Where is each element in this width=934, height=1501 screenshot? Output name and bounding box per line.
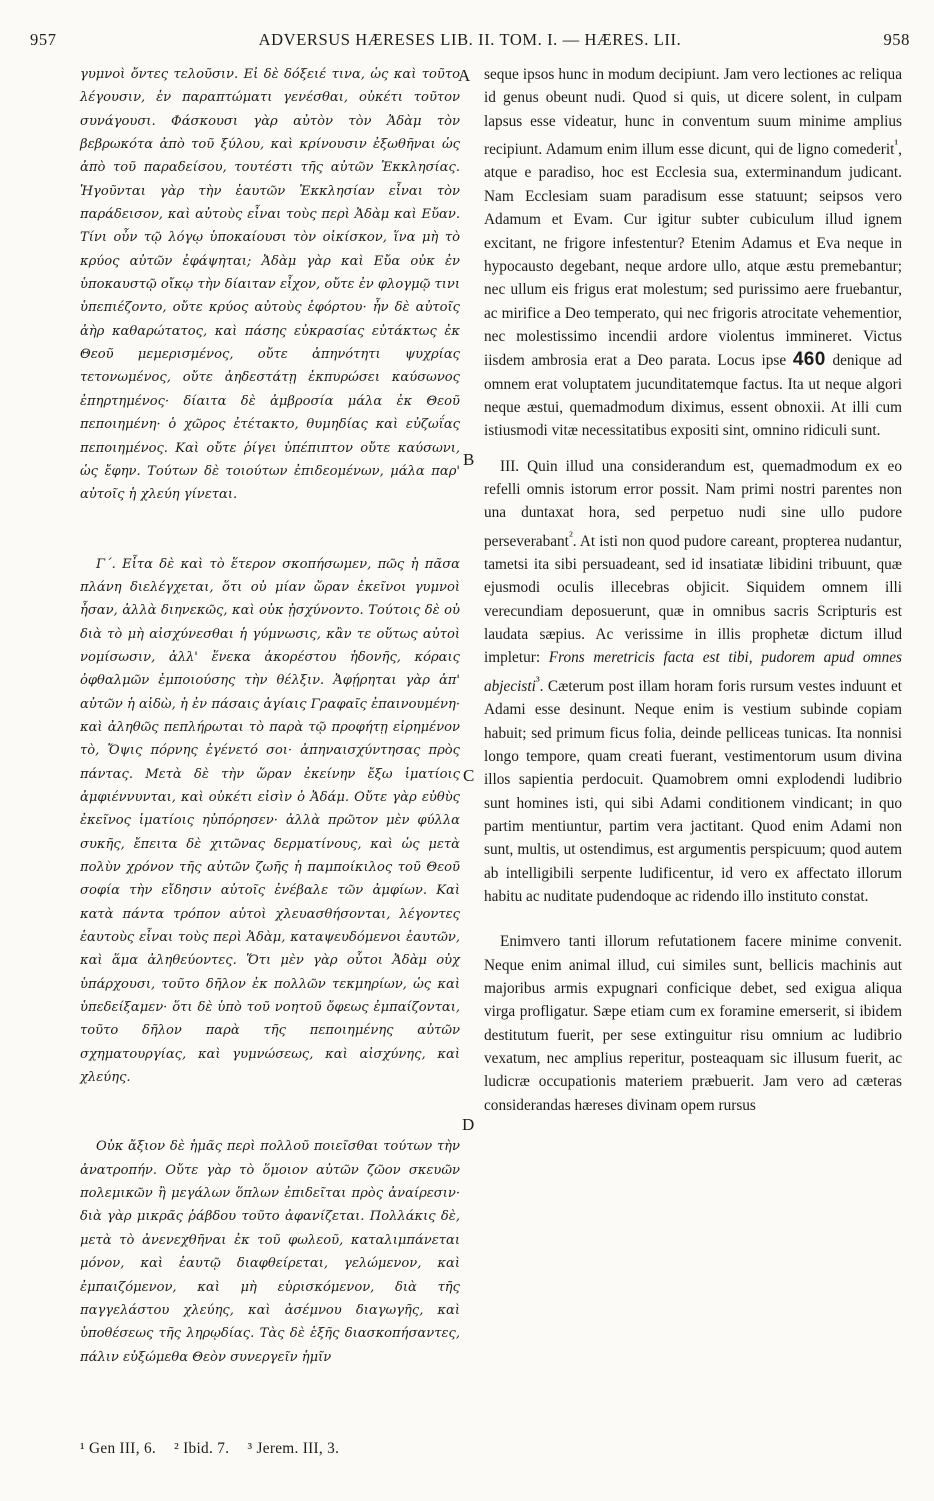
- latin-paragraph-1-text: seque ipsos hunc in modum decipiunt. Jam vero lectiones ac reliqua id genus obeunt nudi. Quod si quis, ut dicere solent, in culpam lapsus esse videatur, hunc in conventum suum minime amplius recipiunt. Adamum enim illum esse dicunt, qui de ligno comederit: [484, 66, 902, 159]
- latin-column: [484, 63, 902, 1117]
- latin-paragraph-1-cont: , atque e paradiso, hoc est Ecclesia sua, exterminandum judicant. Nam Ecclesiam suam paradisum esse statuunt; seipsos vero Adamum et Evam. Cur igitur subter cubiculum illud ignem excitant, ne frigore infestentur? Etenim Adamus et Eva neque in hypocausto degebant, neque ardore ullo, atque æstu premebantur; nec ullum eis frigus erat molestum; sed purissimo aere fruebantur, ac mirifice a Deo temperato, qui nec frigoris atrocitate vehementior, nec molestissimo incendii ardore violentus immineret. Victus iisdem ambrosia erat a Deo parata. Locus ipse: [484, 141, 902, 370]
- greek-paragraph-1: γυμνοὶ ὄντες τελοῦσιν. Εἰ δὲ δόξειέ τινα, ὡς καὶ τοῦτο λέγουσιν, ἐν παραπτώματι γενέσθαι, οὐκέτι τοῦτον συνάγουσι. Φάσκουσι γὰρ αὐτὸν τὸν Ἀδὰμ τὸν βεβρωκότα ἀπὸ τοῦ ξύλου, καὶ κρίνουσιν ἐξωθῆναι ὡς ἀπὸ τοῦ παραδείσου, τουτέστι τῆς αὐτῶν Ἐκκλησίας. Ἡγοῦνται γὰρ τὴν ἑαυτῶν Ἐκκλησίαν εἶναι τὸν παράδεισον, καὶ αὐτοὺς εἶναι τοὺς περὶ Ἀδὰμ καὶ Εὔαν. Τίνι οὖν τῷ λόγῳ ὑποκαίουσι τὸν οἰκίσκον, ἵνα μὴ τὸ κρύος αὐτῶν ἐφάψηται; Ἀδὰμ γὰρ καὶ Εὔα οὐκ ἐν ὑποκαυστῷ οἴκῳ τὴν δίαιταν εἶχον, οὔτε ἐν φλογμῷ τινι ὑπεπιέζοντο, οὔτε κρύος αὐτοὺς ἐφόρτου· ἦν δὲ αὐτοῖς ἀὴρ καθαρώτατος, καὶ πάσης εὐκρασίας εὐτάκτως ἐκ Θεοῦ μεμερισμένος, οὔτε ἀπηνότητι ψυχρίας τετονωμένος, οὔτε ἀηδεστάτῃ ἐκπυρώσει καύσωνος ἐπηρτημένος· δίαιτα δὲ ἀμβροσία μάλα ἐκ Θεοῦ πεποιημένη· ὁ χῶρος ἐτέτακτο, θυμηδίας καὶ εὐζωΐας πεποιημένος. Καὶ οὔτε ῥίγει ὑπέπιπτον οὔτε καύσωνι, ὡς ἔφην. Τούτων δὲ τοιούτων ἐπιδεομένων, μάλα παρ' αὐτοῖς ἡ χλεύη γίνεται.: [80, 67, 460, 503]
- footnote-ref-1: ¹: [894, 137, 899, 152]
- margin-marker-b: B: [463, 450, 475, 469]
- latin-paragraph-1: [484, 63, 902, 443]
- footnote-1: ¹ Gen III, 6.: [80, 1440, 157, 1457]
- column-number: 460: [792, 349, 826, 371]
- greek-paragraph-2-text: Γ΄. Εἶτα δὲ καὶ τὸ ἕτερον σκοπήσωμεν, πῶς ἡ πᾶσα πλάνη διελέγχεται, ὅτι οὐ μίαν ὥραν ἐκεῖνοι γυμνοὶ ἦσαν, ἀλλὰ διηνεκῶς, καὶ οὐκ ᾐσχύνοντο. Τούτοις δὲ οὐ διὰ τὸ μὴ αἰσχύνεσθαι ἡ γύμνωσις, κἂν τε οὕτως αὐτοὶ νομίσωσιν, ἀλλ' ἕνεκα ἀκορέστου ἡδονῆς, κόραις ὀφθαλμῶν ἐμποιούσης τὴν θέλξιν. Ἀφῄρηται γὰρ ἀπ' αὐτῶν ἡ αἰδὼ, ἡ ἐν πάσαις ἁγίαις Γραφαῖς ἐπαινουμένη· καὶ ἀληθῶς πεπλήρωται τὸ παρὰ τῷ προφήτῃ εἰρημένον τὸ,: [80, 556, 460, 759]
- footnote-3: ³ Jerem. III, 3.: [247, 1440, 340, 1457]
- footnote-ref-2: ²: [568, 528, 573, 543]
- greek-column: [80, 63, 460, 1369]
- footnotes: [80, 1440, 580, 1458]
- greek-paragraph-3: Οὐκ ἄξιον δὲ ἡμᾶς περὶ πολλοῦ ποιεῖσθαι τούτων τὴν ἀνατροπήν. Οὔτε γὰρ τὸ ὅμοιον αὐτῶν ζῶον σκευῶν πολεμικῶν ἢ μεγάλων ὅπλων ἐπιδεῖται πρὸς ἀναίρεσιν· διὰ γὰρ μικρᾶς ῥάβδου τοῦτο ἀφανίζεται. Πολλάκις δὲ, μετὰ τὸ ἀνενεχθῆναι ἐκ τοῦ φωλεοῦ, καταλιμπάνεται μόνον, καὶ ἑαυτῷ διαφθείρεται, γελώμενον, καὶ ἐμπαιζόμενον, καὶ μὴ εὑρισκόμενον, διὰ τῆς παγγελάστου χλεύης, καὶ ἀσέμνου διαγωγῆς, καὶ ὑποθέσεως τῆς ληρῳδίας. Τὰς δὲ ἑξῆς διασκοπήσαντες, πάλιν εὐξώμεθα Θεὸν συνεργεῖν ἡμῖν: [80, 1139, 460, 1365]
- greek-paragraph-2: [80, 553, 460, 1090]
- latin-paragraph-1-end: denique ad omnem erat voluptatem jucunditatemque factus. Ita ut neque algori neque æstui, quemadmodum diximus, essent obnoxii. At illi cum istiusmodi vitæ necessitatibus expositi sint, omnino ridiculi sunt.: [484, 352, 903, 440]
- footnote-2: ² Ibid. 7.: [174, 1440, 230, 1457]
- running-header: [30, 30, 910, 56]
- margin-marker-a: A: [458, 66, 471, 85]
- greek-paragraph-2-cont: Μετὰ δὲ τὴν ὥραν ἐκείνην ἔξω ἱματίοις ἀμφιέννυνται, καὶ οὐκέτι εἰσὶν ὁ Ἀδάμ. Οὔτε γὰρ εὐθὺς ἐκεῖνος ἱματίοις ηὐπόρησεν· ἀλλὰ πρῶτον μὲν φύλλα συκῆς, ἔπειτα δὲ χιτῶνας δερματίνους, καὶ ὡς μετὰ πολὺν χρόνον τῆς αὐτῶν ζωῆς ἡ παμποίκιλος τοῦ Θεοῦ σοφία τὴν εἴδησιν αὐτοῖς ἐνέβαλε τῶν ἀμφίων. Καὶ κατὰ πάντα τρόπον αὐτοὶ χλευασθήσονται, λέγοντες ἑαυτοὺς εἶναι τοὺς περὶ Ἀδὰμ, καταψευδόμενοι ἑαυτῶν, καὶ ἅμα ἀληθεύοντες. Ὅτι μὲν γὰρ οὗτοι Ἀδὰμ οὐχ ὑπάρχουσι, τοῦτο δῆλον ἐκ πολλῶν τεκμηρίων, ὡς καὶ ὑπεδείξαμεν· ὅτι δὲ ὑπὸ τοῦ νοητοῦ ὄφεως ἐμπαίζονται, τοῦτο δῆλον παρὰ τῆς πεποιημένης αὐτῶν σχηματουργίας, καὶ γυμνώσεως, καὶ αἰσχύνης, καὶ χλεύης.: [80, 766, 460, 1086]
- latin-paragraph-3: Enimvero tanti illorum refutationem facere minime convenit. Neque enim animal illud, cui similes sunt, bellicis machinis aut majoribus armis expugnari conficique debet, sed exigua aliqua virga profligatur. Sæpe etiam cum ex foramine emerserit, si ibidem destitutum fuerit, per sese extinguitur risu omnium ac ludibrio vexatum, nec amplius reperitur, posteaquam sic illusum fuerit, ac ludicræ occupationis materiem præbuerit. Jam vero ad cæteras considerandas hæreses divinam opem rursus: [484, 933, 902, 1114]
- latin-paragraph-2: [484, 455, 902, 909]
- footnote-ref-3: ³: [535, 673, 540, 688]
- latin-paragraph-2-cont: . At isti non quod pudore careant, propterea nudantur, tametsi ita sibi persuadeant, sed id insatiatæ libidini tribuunt, quæ ejusmodi oculis illecebras objicit. Siquidem omnem illi verecundiam deposuerunt, quæ in omnibus sacris Scripturis est laudata sæpius. Ac verissime in illis prophetæ dictum illud impletur:: [484, 532, 902, 667]
- page-number-left: 957: [30, 30, 57, 49]
- margin-marker-d: D: [462, 1115, 475, 1134]
- latin-paragraph-2-end: . Cæterum post illam horam foris rursum vestes induunt et Adami esse desinunt. Neque enim is vestium subinde copiam habuit; sed primum ficus folia, deinde pelliceas tunicas. Ita nonnisi longo tempore, quam creati fuerant, vestimentorum usum divina illos sapientia perdocuit. Quamobrem omni explodendi ludibrio sunt homines isti, qui sibi Adami conditionem vindicant; in quo partim mentiuntur, partim vera jactitant. Quod enim Adami non sunt, multis, ut ostendimus, est argumentis perspicuum; quod autem ab intelligibili serpente ludificentur, id vero ex affectato illorum habitu ac nuditate pudendoque ac ridendo illo instituto constat.: [484, 677, 902, 905]
- running-title: ADVERSUS HÆRESES LIB. II. TOM. I. — HÆRES. LII.: [258, 30, 682, 49]
- latin-prophet-quote: Frons meretricis facta est tibi, pudorem apud omnes abjecisti: [484, 649, 902, 695]
- latin-paragraph-2-text: III. Quin illud una considerandum est, quemadmodum ex eo refelli omnis istorum error possit. Nam primi nostri parentes non una duntaxat hora, sed perpetuo nudi sine ullo pudore perseverabant: [484, 457, 902, 550]
- page-number-right: 958: [883, 30, 910, 49]
- greek-prophet-quote: Ὄψις πόρνης ἐγένετό σοι· ἀπηναισχύντησας πρὸς πάντας.: [80, 743, 460, 782]
- margin-marker-c: C: [463, 766, 475, 785]
